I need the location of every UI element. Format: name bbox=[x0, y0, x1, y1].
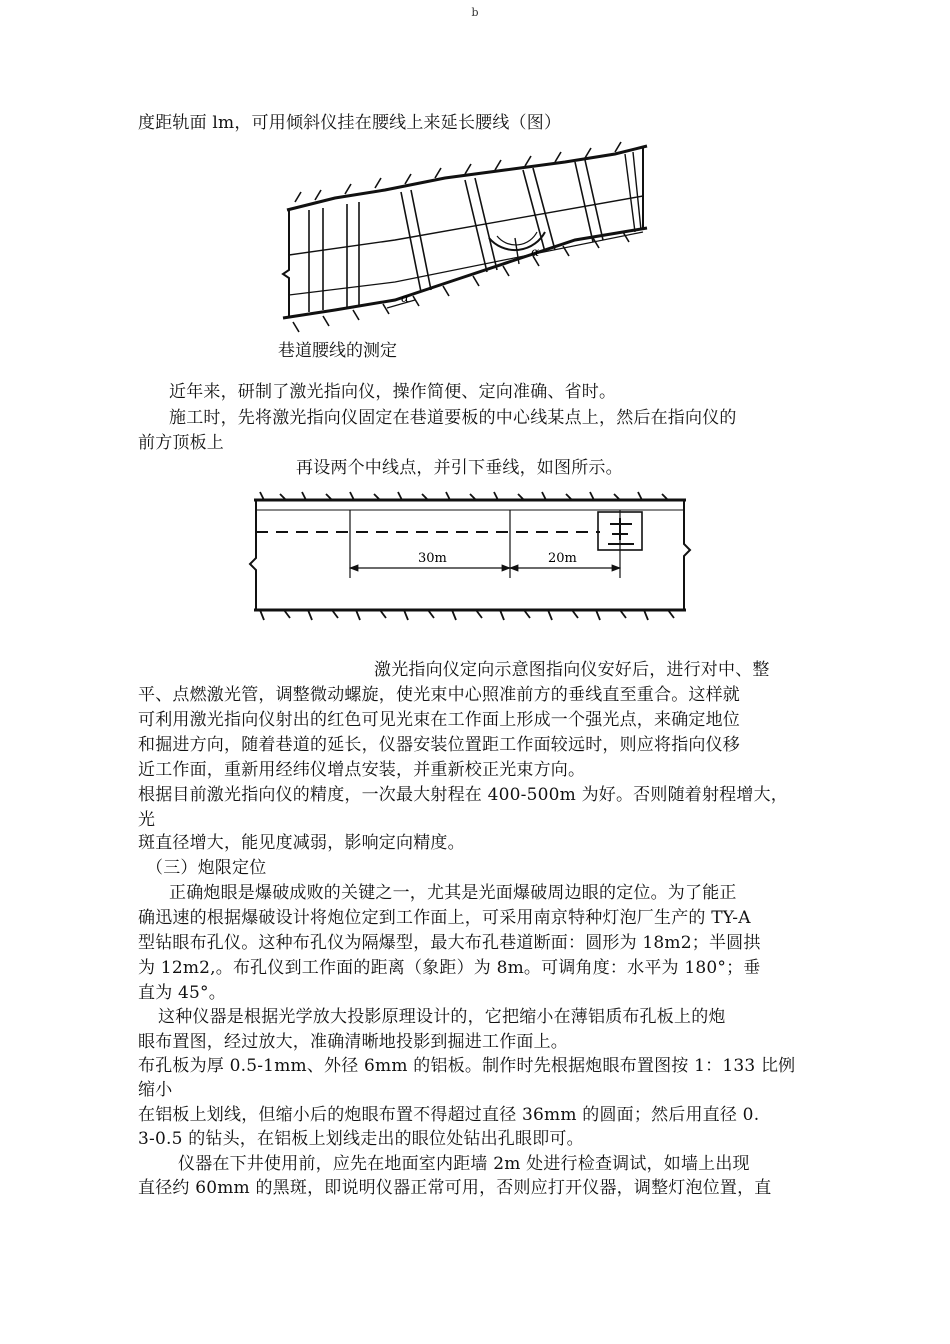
fig2-para-line-8: 斑直径增大，能见度减弱，影响定向精度。 bbox=[138, 833, 465, 853]
page-header-mark: b bbox=[471, 6, 479, 19]
optics-para-line-3: 布孔板为厚 0.5-1mm、外径 6mm 的铝板。制作时先根据炮眼布置图按 1：133 比例 bbox=[138, 1056, 796, 1076]
laser-para-line-3: 前方顶板上 bbox=[138, 433, 224, 453]
angle-label-2: α bbox=[401, 291, 410, 305]
dimension-20m: 20m bbox=[548, 551, 577, 566]
test-para-line-1: 仪器在下井使用前，应先在地面室内距墙 2m 处进行检查调试，如墙上出现 bbox=[178, 1154, 750, 1174]
test-para-line-2: 直径约 60mm 的黑斑，即说明仪器正常可用，否则应打开仪器，调整灯泡位置，直 bbox=[138, 1178, 772, 1198]
laser-para-line-2: 施工时，先将激光指向仪固定在巷道要板的中心线某点上，然后在指向仪的 bbox=[169, 408, 737, 428]
blast-para-line-5: 直为 45°。 bbox=[138, 983, 226, 1003]
blast-para-line-2: 确迅速的根据爆破设计将炮位定到工作面上，可采用南京特种灯泡厂生产的 TY-A bbox=[138, 908, 751, 928]
figure1-caption: 巷道腰线的测定 bbox=[278, 341, 397, 361]
fig2-para-line-7: 光 bbox=[138, 810, 156, 830]
intro-line: 度距轨面 lm，可用倾斜仪挂在腰线上来延长腰线（图） bbox=[138, 113, 562, 133]
figure-roadway-waistline bbox=[275, 140, 675, 340]
optics-para-line-6: 3-0.5 的钻头，在铝板上划线走出的眼位处钻出孔眼即可。 bbox=[138, 1129, 584, 1149]
blast-para-line-3: 型钻眼布孔仪。这种布孔仪为隔爆型，最大布孔巷道断面：圆形为 18m2；半圆拱 bbox=[138, 933, 761, 953]
optics-para-line-5: 在铝板上划线，但缩小后的炮眼布置不得超过直径 36mm 的圆面；然后用直径 0. bbox=[138, 1105, 760, 1125]
optics-para-line-1: 这种仪器是根据光学放大投影原理设计的，它把缩小在薄铝质布孔板上的炮 bbox=[158, 1007, 726, 1027]
optics-para-line-2: 眼布置图，经过放大，准确清晰地投影到掘进工作面上。 bbox=[138, 1032, 568, 1052]
blast-para-line-4: 为 12m2,。布孔仪到工作面的距离（象距）为 8m。可调角度：水平为 180°；垂 bbox=[138, 958, 761, 978]
laser-para-line-1: 近年来，研制了激光指向仪，操作简便、定向准确、省时。 bbox=[169, 382, 617, 402]
section-title: （三）炮限定位 bbox=[146, 858, 267, 878]
fig2-para-line-1: 激光指向仪定向示意图指向仪安好后，进行对中、整 bbox=[374, 660, 770, 680]
figure-laser-direction bbox=[240, 488, 700, 638]
optics-para-line-4: 缩小 bbox=[138, 1080, 173, 1100]
fig2-para-line-4: 和掘进方向，随着巷道的延长，仪器安装位置距工作面较远时，则应将指向仪移 bbox=[138, 735, 740, 755]
fig2-para-line-5: 近工作面，重新用经纬仪增点安装，并重新校正光束方向。 bbox=[138, 760, 586, 780]
dimension-30m: 30m bbox=[418, 551, 447, 566]
blast-para-line-1: 正确炮眼是爆破成败的关键之一，尤其是光面爆破周边眼的定位。为了能正 bbox=[169, 883, 737, 903]
angle-label-1: α bbox=[531, 245, 540, 259]
fig2-para-line-6: 根据目前激光指向仪的精度，一次最大射程在 400-500m 为好。否则随着射程增大， bbox=[138, 785, 788, 805]
fig2-para-line-3: 可利用激光指向仪射出的红色可见光束在工作面上形成一个强光点，来确定地位 bbox=[138, 710, 740, 730]
fig2-para-line-2: 平、点燃激光管，调整微动螺旋，使光束中心照准前方的垂线直至重合。这样就 bbox=[138, 685, 740, 705]
laser-para-line-4: 再设两个中线点，并引下垂线，如图所示。 bbox=[296, 458, 623, 478]
